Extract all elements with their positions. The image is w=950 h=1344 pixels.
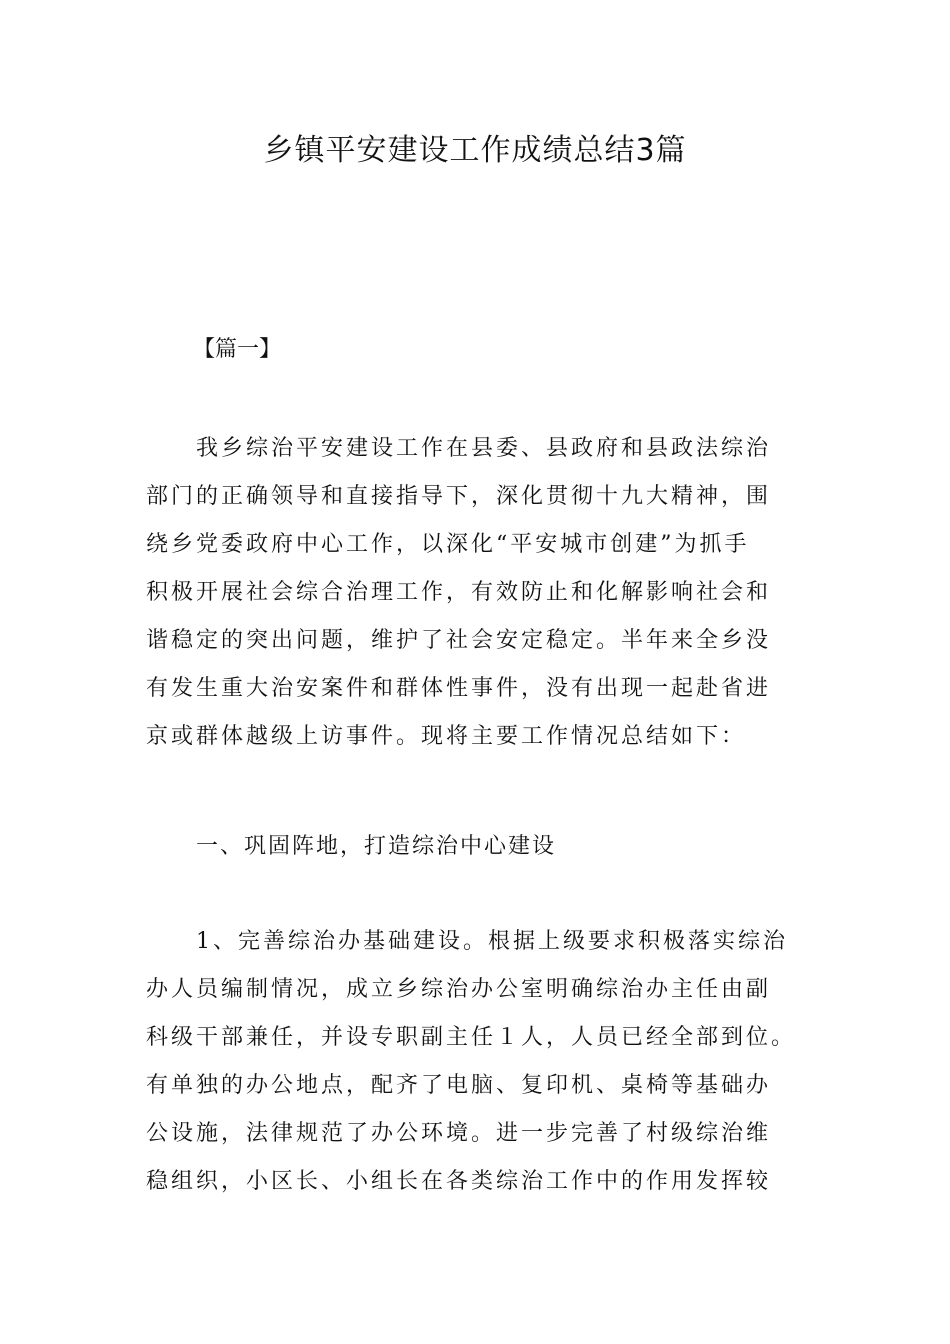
- paragraph-line: 1、完善综治办基础建设。根据上级要求积极落实综治: [196, 929, 788, 954]
- paragraph-line: 稳组织，小区长、小组长在各类综治工作中的作用发挥较: [146, 1169, 772, 1194]
- paragraph-intro: [146, 425, 808, 761]
- paragraph-line: 我乡综治平安建设工作在县委、县政府和县政法综治: [196, 436, 772, 461]
- paragraph-line: 部门的正确领导和直接指导下，深化贯彻十九大精神，围: [146, 484, 772, 509]
- paragraph-item-1: [146, 918, 808, 1206]
- paragraph-line: 办人员编制情况，成立乡综治办公室明确综治办主任由副: [146, 977, 772, 1002]
- paragraph-line: 公设施，法律规范了办公环境。进一步完善了村级综治维: [146, 1121, 772, 1146]
- section-heading: 一、巩固阵地，打造综治中心建设: [196, 834, 557, 859]
- paragraph-line: 京或群体越级上访事件。现将主要工作情况总结如下：: [146, 724, 747, 749]
- paragraph-line: 有发生重大治安案件和群体性事件，没有出现一起赴省进: [146, 676, 772, 701]
- paragraph-line: 有单独的办公地点，配齐了电脑、复印机、桌椅等基础办: [146, 1073, 772, 1098]
- document-title: 乡镇平安建设工作成绩总结3篇: [263, 133, 687, 168]
- paragraph-line: 谐稳定的突出问题，维护了社会安定稳定。半年来全乡没: [146, 628, 772, 653]
- section-label: 【篇一】: [193, 337, 282, 362]
- paragraph-line: 科级干部兼任，并设专职副主任１人，人员已经全部到位。: [146, 1025, 797, 1050]
- paragraph-line: 绕乡党委政府中心工作，以深化“平安城市创建”为抓手: [146, 532, 750, 557]
- paragraph-line: 积极开展社会综合治理工作，有效防止和化解影响社会和: [146, 580, 772, 605]
